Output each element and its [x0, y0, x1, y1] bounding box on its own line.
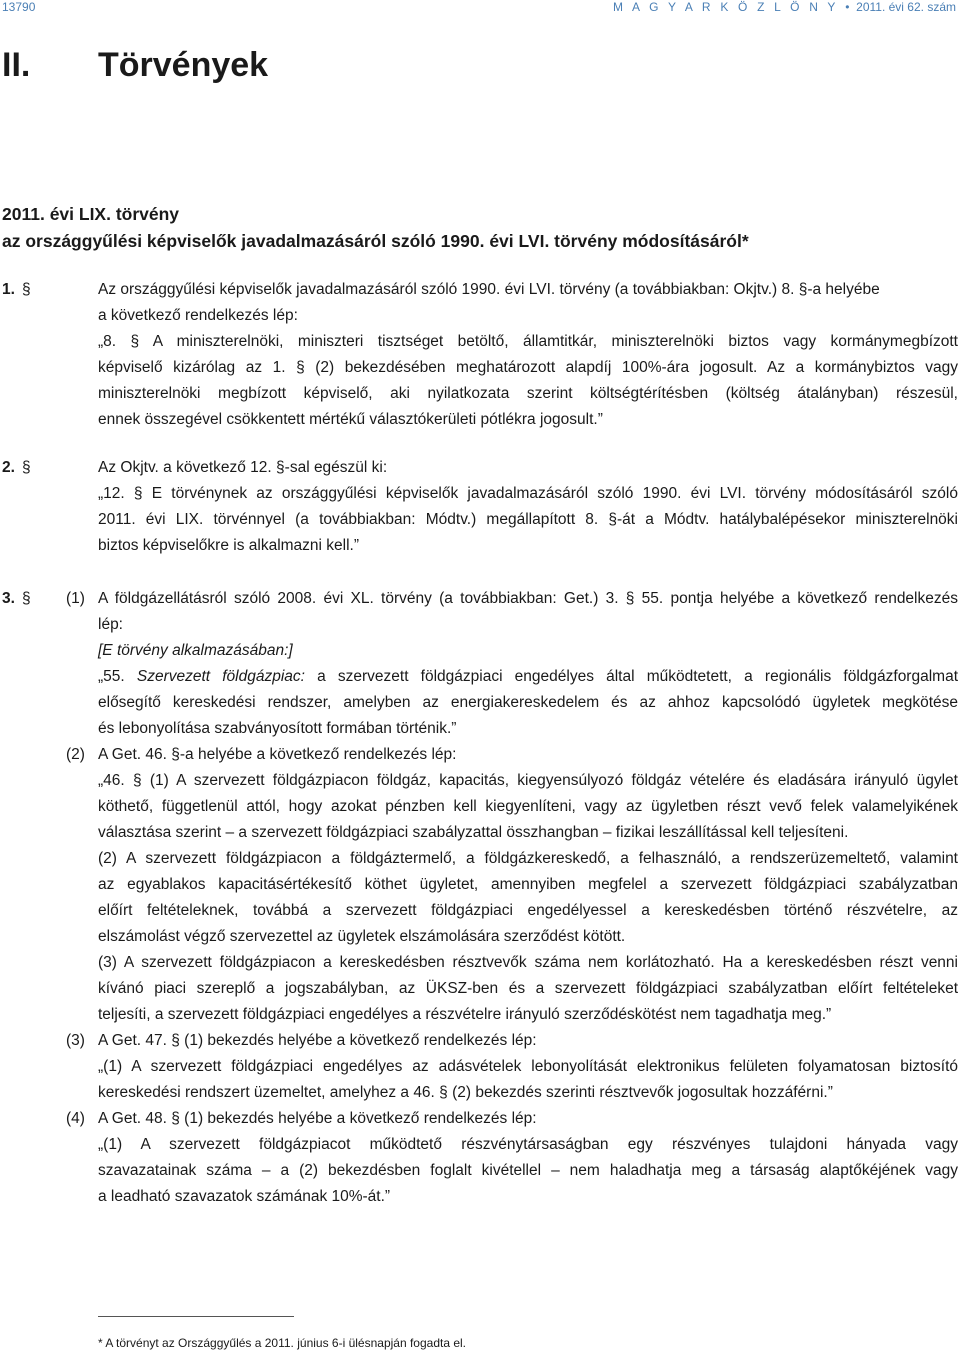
subsection-4-label: (4): [66, 1110, 85, 1127]
quote-55-term: Szervezett földgázpiac:: [136, 668, 305, 685]
journal-bullet: •: [845, 0, 850, 14]
journal-info: [613, 0, 956, 14]
subsection-2-b2: az egyablakos kapacitásértékesítő köthet ügyletet, amennyiben megfelel a szervezett földgázpiaci szabályzatban: [98, 876, 958, 893]
law-title: [2, 201, 749, 255]
subsection-2-text-1: A Get. 46. §-a helyébe a következő rendelkezés lép:: [98, 746, 457, 763]
chapter-title: Törvények: [98, 46, 269, 84]
subsection-2-b4: elszámolást végző szervezettel az ügyletek elszámolására szerződést kötött.: [98, 928, 626, 945]
subsection-2-label: (2): [66, 746, 85, 763]
subsection-4-quote-2: szavazatainak száma – a (2) bekezdésben foglalt kivétellel – nem haladhatja meg a társaság alaptőkéjének vagy: [98, 1162, 958, 1179]
section-1-quote-1: „8. § A miniszterelnöki, miniszteri tisztséget betöltő, államtitkár, miniszterelnöki biztos vagy kormánymegbízott: [98, 333, 958, 350]
section-3-number: 3.: [2, 590, 15, 607]
section-1-quote-2: képviselő kizárólag az 1. § (2) bekezdésében meghatározott alapdíj 100%-ára jogosult. Az a kormánybiztos vagy: [98, 359, 958, 376]
quote-55-definition: a szervezett földgázpiaci engedélyes által működtetett, a regionális földgázforgalmat: [304, 668, 958, 685]
subsection-1-text-2: lép:: [98, 616, 123, 633]
subsection-2-c1: (3) A szervezett földgázpiacon a kereskedésben résztvevők száma nem korlátozható. Ha a kereskedésben részt venni: [98, 954, 958, 971]
section-1-text-1: Az országgyűlési képviselők javadalmazásáról szóló 1990. évi LVI. törvény (a továbbiakban: Okjtv.) 8. §-a helyébe: [98, 281, 880, 298]
subsection-2-c3: teljesíti, a szervezett földgázpiaci engedélyes a részvételre irányuló szerződéskötést nem tagadhatja meg.”: [98, 1006, 832, 1023]
subsection-4-quote-1: „(1) A szervezett földgázpiacot működtető részvénytársaságban egy részvényes tulajdoni hányada vagy: [98, 1136, 958, 1153]
subsection-2-a1: „46. § (1) A szervezett földgázpiacon földgáz, kapacitás, kiegyensúlyozó földgáz vételére és eladására irányuló ügylet: [98, 772, 958, 789]
subsection-1-label: (1): [66, 590, 85, 607]
subsection-1-quote-2: elősegítő kereskedési rendszer, amelyben az energiakereskedelem és az ahhoz kapcsolódó ügyletek megkötése: [98, 694, 958, 711]
footnote: * A törvényt az Országgyűlés a 2011. június 6-i ülésnapján fogadta el.: [98, 1336, 467, 1350]
section-1-number: 1.: [2, 281, 15, 298]
subsection-4-quote-3: a leadható szavazatok számának 10%-át.”: [98, 1188, 391, 1205]
subsection-4-text-1: A Get. 48. § (1) bekezdés helyébe a következő rendelkezés lép:: [98, 1110, 537, 1127]
section-3-symbol: §: [22, 590, 31, 607]
quote-55-prefix: „55.: [98, 668, 137, 685]
subsection-2-a2: köthető, függetlenül attól, hogy azokat pénzben kell kiegyenlíteni, vagy az ügyletben részt vevő felek valamelyikének: [98, 798, 958, 815]
page-number: 13790: [2, 0, 36, 14]
subsection-2-b3: előírt feltételeknek, továbbá a szervezett földgázpiaci engedélyessel a kereskedésben történő részvételre, az: [98, 902, 958, 919]
section-2-quote-2: 2011. évi LIX. törvénnyel (a továbbiakban: Módtv.) megállapított 8. §-át a Módtv. hatálybalépésekor miniszterelnöki: [98, 511, 958, 528]
section-2-number: 2.: [2, 459, 15, 476]
subsection-3-text-1: A Get. 47. § (1) bekezdés helyébe a következő rendelkezés lép:: [98, 1032, 537, 1049]
subsection-1-quote-1: [98, 664, 958, 690]
subsection-3-label: (3): [66, 1032, 85, 1049]
section-1-quote-4: ennek összegével csökkentett mértékű választókerületi pótlékra jogosult.”: [98, 411, 603, 428]
subsection-2-a3: választása szerint – a szervezett földgázpiaci szabályzattal összhangban – fizikai leszállítással kell teljesíteni.: [98, 824, 849, 841]
law-title-line1: 2011. évi LIX. törvény: [2, 204, 180, 224]
journal-issue: 2011. évi 62. szám: [856, 0, 956, 14]
subsection-1-quote-3: és lebonyolítása szabványosított formában történik.”: [98, 720, 457, 737]
section-2-symbol: §: [22, 459, 31, 476]
subsection-3-quote-2: kereskedési rendszert üzemeltet, amelyhez a 46. § (2) bekezdés szerinti résztvevők jogosultak hozzáférni.”: [98, 1084, 833, 1101]
subsection-3-quote-1: „(1) A szervezett földgázpiaci engedélyes az adásvételek lebonyolítását elektronikus felületen folyamatosan biztosító: [98, 1058, 958, 1075]
section-2-quote-1: „12. § E törvénynek az országgyűlési képviselők javadalmazásáról szóló 1990. évi LVI. törvény módosításáról szóló: [98, 485, 958, 502]
footnote-divider: [98, 1316, 294, 1317]
section-2-quote-3: biztos képviselőkre is alkalmazni kell.”: [98, 537, 360, 554]
page-header: [0, 0, 960, 16]
chapter-number: II.: [2, 46, 31, 84]
subsection-1-text-1: A földgázellátásról szóló 2008. évi XL. törvény (a továbbiakban: Get.) 3. § 55. pontja helyébe a következő rendelkezés: [98, 590, 958, 607]
section-1-symbol: §: [22, 281, 31, 298]
section-1-text-2: a következő rendelkezés lép:: [98, 307, 298, 324]
law-title-line2: az országgyűlési képviselők javadalmazásáról szóló 1990. évi LVI. törvény módosításáról*: [2, 231, 749, 251]
subsection-1-context: [E törvény alkalmazásában:]: [98, 642, 293, 659]
section-2-text-1: Az Okjtv. a következő 12. §-sal egészül ki:: [98, 459, 388, 476]
subsection-2-c2: kívánó piaci szereplő a jogszabályban, az ÜKSZ-ben és a szervezett földgázpiaci szabályzatban előírt feltételeket: [98, 980, 958, 997]
section-1-quote-3: miniszterelnöki megbízott képviselő, aki nyilatkozata szerint költségtérítésben (költség átalányban) részesül,: [98, 385, 958, 402]
journal-name: M A G Y A R K Ö Z L Ö N Y: [612, 0, 839, 14]
subsection-2-b1: (2) A szervezett földgázpiacon a földgáztermelő, a földgázkereskedő, a felhasználó, a rendszerüzemeltető, valamint: [98, 850, 958, 867]
